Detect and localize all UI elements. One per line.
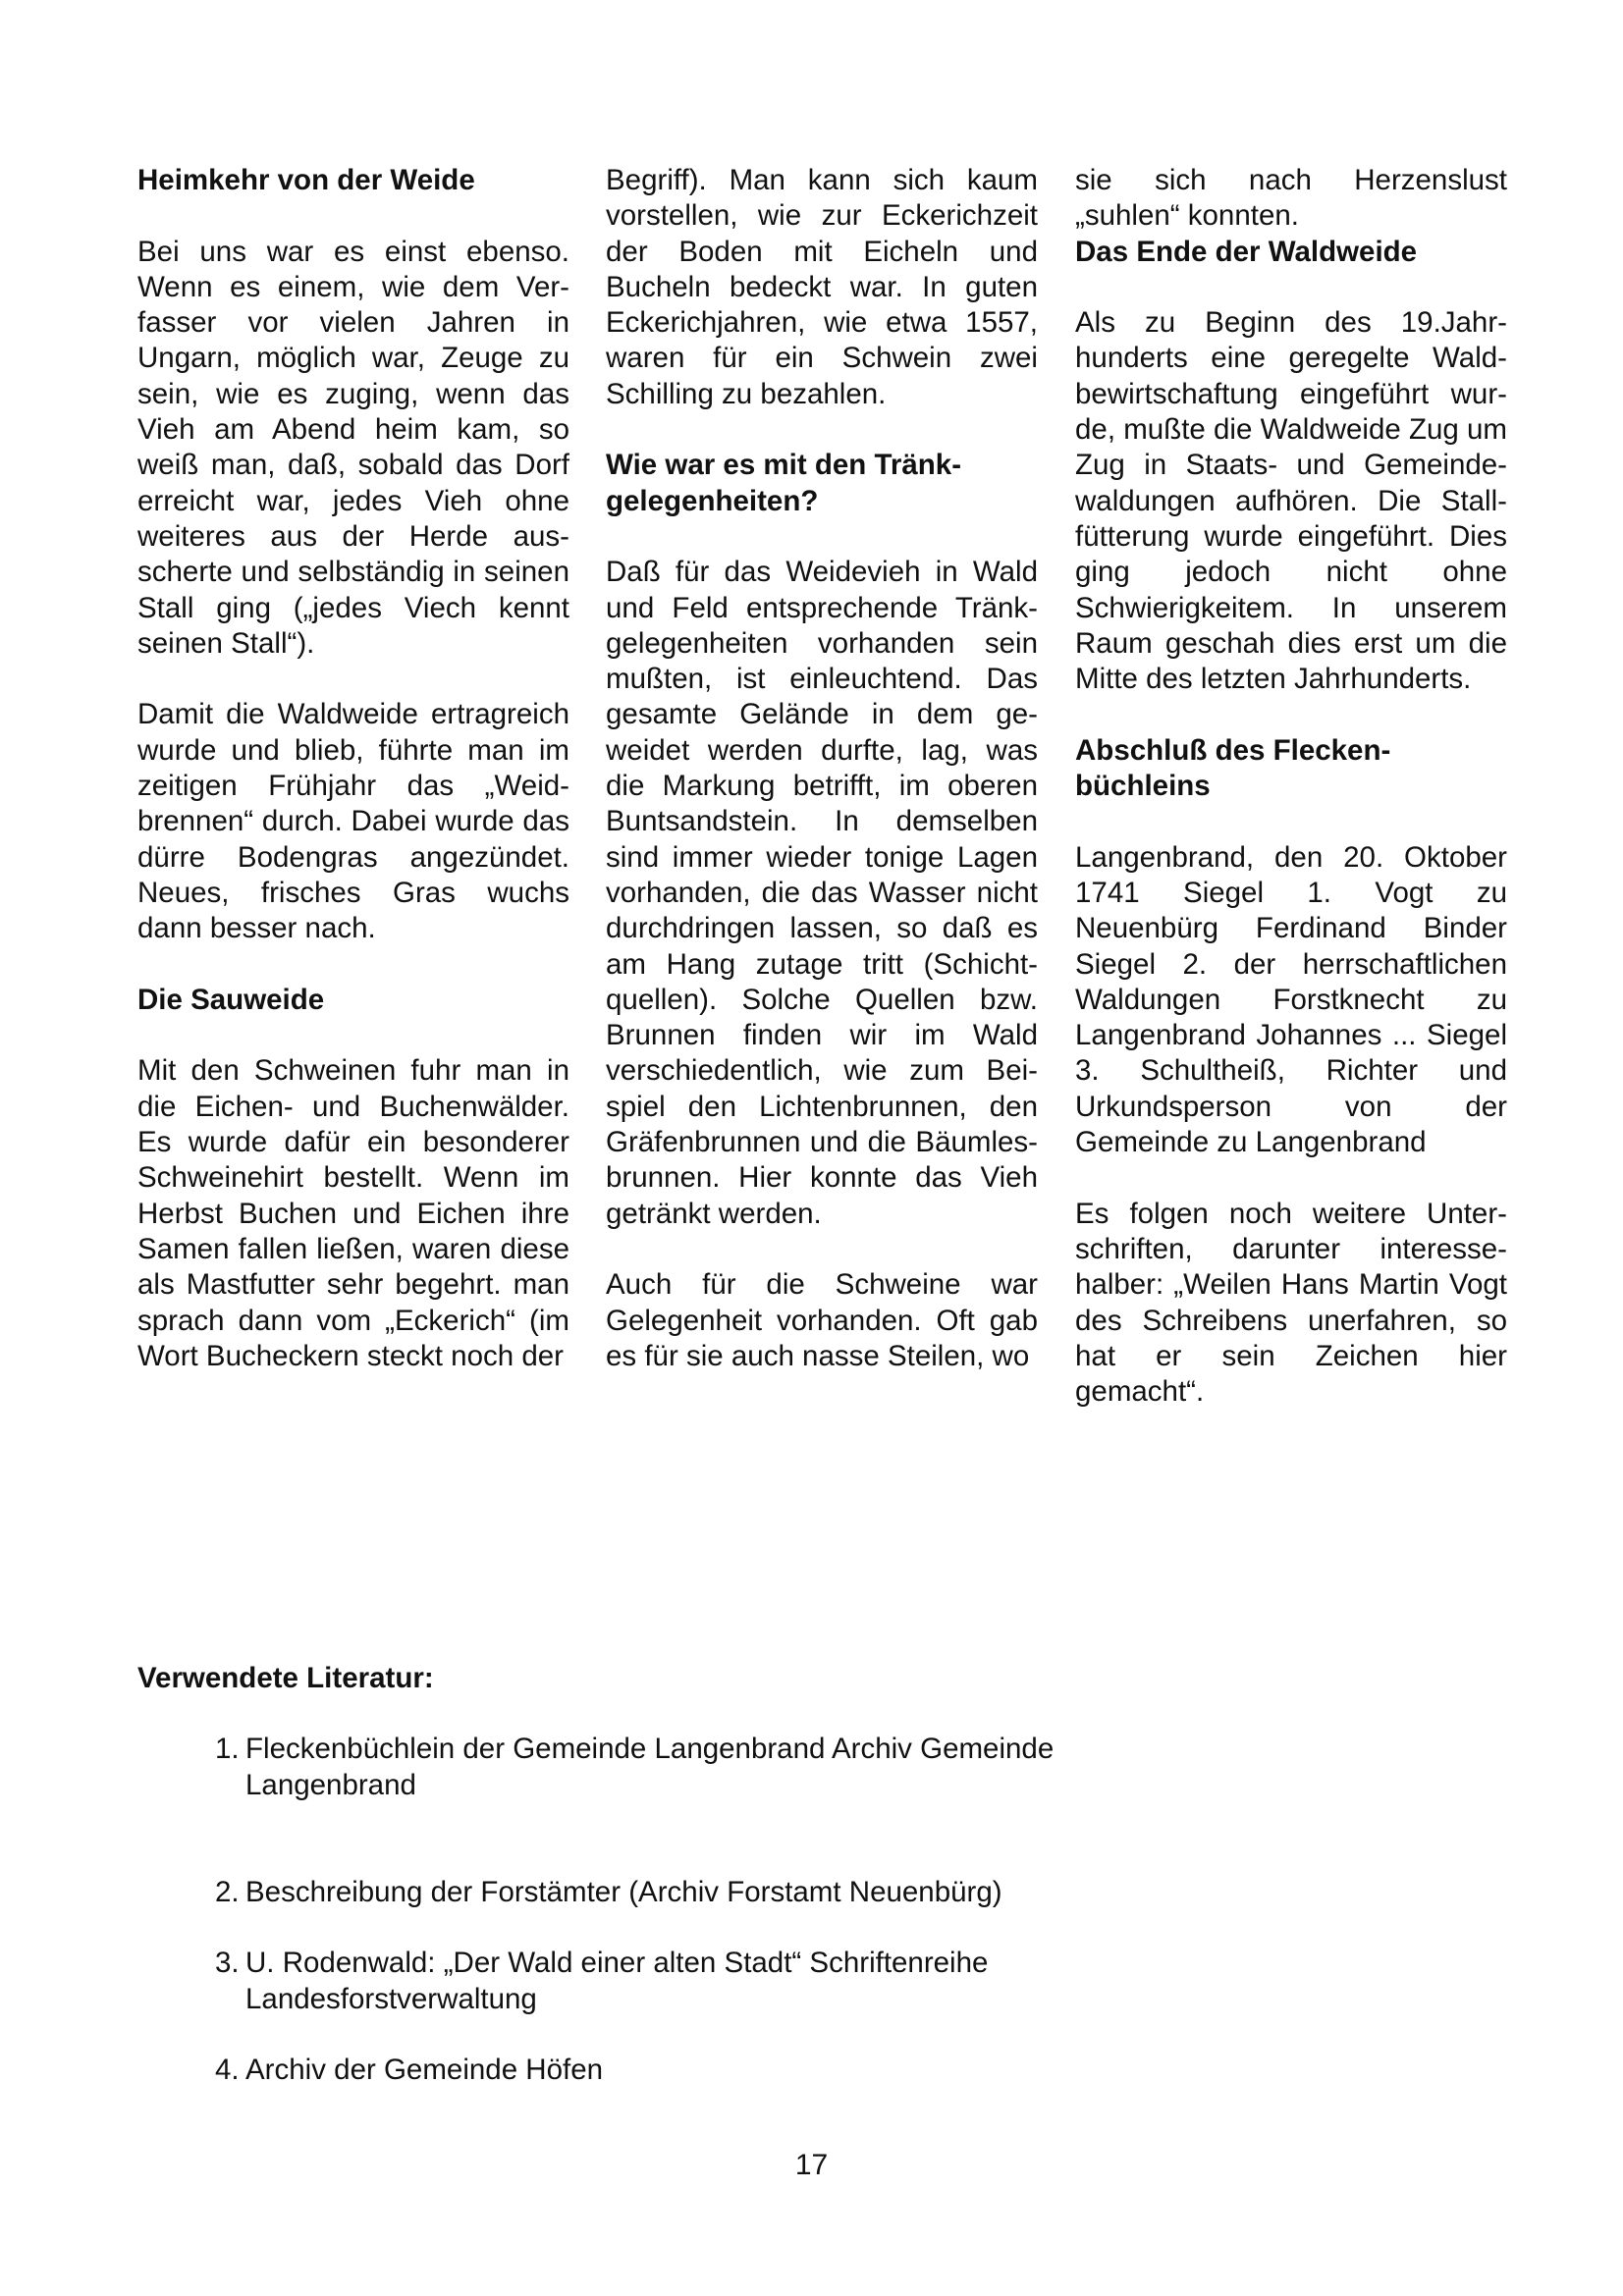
section-heading-sauweide: Die Sauweide: [137, 983, 325, 1016]
section-heading-abschluss: Abschluß des Fleckenbüchleins: [1075, 733, 1391, 803]
paragraph: Daß für das Weidevieh in Wald und Feld entsprechende Tränkgelegenheiten vorhanden sein mußten, ist einleuchtend. Das gesamte Gelände in dem geweidet werden durfte, lag, was die Markung betrifft, im oberen Buntsandstein. In demselben sind immer wieder tonige Lagen vorhanden, die das Wasser nicht durchdringen lassen, so daß es am Hang zutage tritt (Schichtquellen). Solche Quellen bzw. Brunnen finden wir im Wald verschiedentlich, wie zum Beispiel den Lichtenbrunnen, den Gräfenbrunnen und die Bäumlesbrunnen. Hier konnte das Vieh getränkt werden.: [606, 556, 1038, 1230]
text-column-1: [137, 163, 569, 1374]
literature-heading: Verwendete Literatur:: [137, 1662, 434, 1694]
paragraph: Es folgen noch weitere Unterschriften, darunter interessehalber: „Weilen Hans Martin Vogt des Schreibens unerfahren, so hat er sein Zeichen hier gemacht“.: [1075, 1197, 1507, 1409]
section-heading-ende: Das Ende der Waldweide: [1075, 235, 1418, 268]
list-text: Archiv der Gemeinde Höfen: [245, 2054, 604, 2087]
paragraph: Bei uns war es einst ebenso. Wenn es einem, wie dem Verfasser vor vielen Jahren in Ungarn, möglich war, Zeuge zu sein, wie es zuging, wenn das Vieh am Abend heim kam, so weiß man, daß, sobald das Dorf erreicht war, jedes Vieh ohne weiteres aus der Herde ausscherte und selbständig in seinen Stall ging („jedes Viech kennt seinen Stall“).: [137, 235, 569, 660]
page-number: 17: [794, 2149, 829, 2181]
paragraph: Langenbrand, den 20. Oktober 1741 Siegel 1. Vogt zu Neuenbürg Ferdinand Binder Siegel 2. der herrschaftlichen Waldungen Forstknecht zu Langenbrand Johannes ... Siegel 3. Schultheiß, Richter und Urkundsperson von der Gemeinde zu Langenbrand: [1075, 840, 1507, 1159]
list-text: Beschreibung der Forstämter (Archiv Forstamt Neuenbürg): [245, 1875, 1002, 1908]
list-text: U. Rodenwald: „Der Wald einer alten Stadt“ Schriftenreihe Landesforstverwaltung: [245, 1947, 989, 2015]
literature-section: [137, 1661, 1217, 2124]
section-heading-heimkehr: Heimkehr von der Weide: [137, 164, 475, 196]
list-number: 2.: [215, 1875, 240, 1908]
list-number: 3.: [215, 1947, 240, 1980]
list-item: [215, 1875, 1129, 1910]
list-text: Fleckenbüchlein der Gemeinde Langenbrand Archiv Gemeinde Langenbrand: [245, 1733, 1055, 1801]
list-number: 1.: [215, 1733, 240, 1766]
text-column-3: [1075, 163, 1507, 1410]
literature-list: [137, 1732, 1217, 2088]
list-item: [215, 2053, 1129, 2088]
paragraph: Damit die Waldweide ertragreich wurde und blieb, führte man im zeitigen Frühjahr das „Weidbrennen“ durch. Dabei wurde das dürre Bodengras angezündet. Neues, frisches Gras wuchs dann besser nach.: [137, 698, 569, 945]
text-column-2: [606, 163, 1038, 1374]
paragraph: Auch für die Schweine war Gelegenheit vorhanden. Oft gab es für sie auch nasse Steilen, wo: [606, 1268, 1038, 1372]
paragraph: Begriff). Man kann sich kaum vorstellen, wie zur Eckerichzeit der Boden mit Eicheln und Bucheln bedeckt war. In guten Eckerichjahren, wie etwa 1557, waren für ein Schwein zwei Schilling zu bezahlen.: [606, 164, 1038, 410]
paragraph: Als zu Beginn des 19.Jahrhunderts eine geregelte Waldbewirtschaftung eingeführt wurde, mußte die Waldweide Zug um Zug in Staats- und Gemeindewaldungen aufhören. Die Stallfütterung wurde eingeführt. Dies ging jedoch nicht ohne Schwierigkeitem. In unserem Raum geschah dies erst um die Mitte des letzten Jahrhunderts.: [1075, 306, 1507, 696]
section-heading-traenk: Wie war es mit den Tränkgelegenheiten?: [606, 449, 962, 517]
list-number: 4.: [215, 2054, 240, 2087]
paragraph: Mit den Schweinen fuhr man in die Eichen- und Buchenwälder. Es wurde dafür ein besonderer Schweinehirt bestellt. Wenn im Herbst Buchen und Eichen ihre Samen fallen ließen, waren diese als Mastfutter sehr begehrt. man sprach dann vom „Eckerich“ (im Wort Bucheckern steckt noch der: [137, 1054, 569, 1372]
list-item: [215, 1946, 1129, 2017]
list-item: [215, 1732, 1129, 1803]
paragraph: sie sich nach Herzenslust „suhlen“ konnten.: [1075, 164, 1507, 233]
